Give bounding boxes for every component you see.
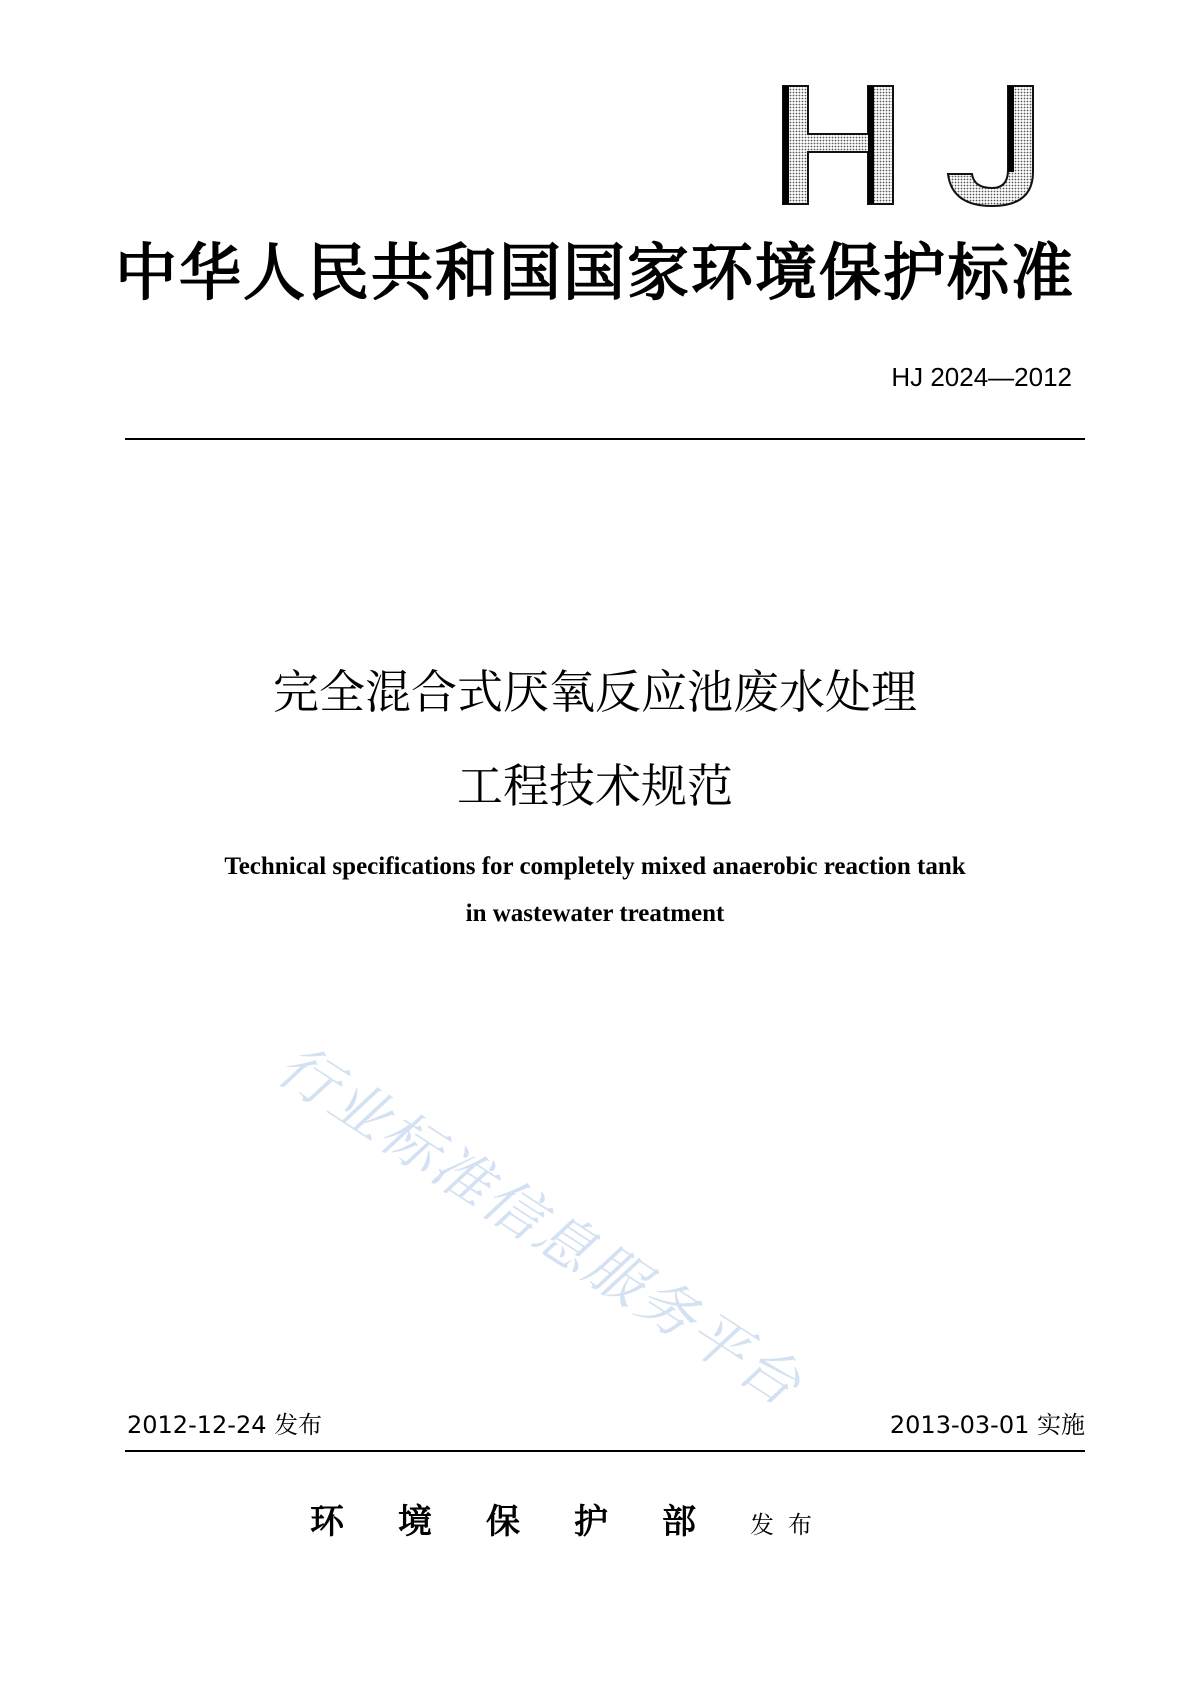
english-title-line-2: in wastewater treatment: [465, 900, 725, 927]
publisher-line: [310, 1502, 826, 1548]
publisher-name: 环境保护部: [310, 1502, 750, 1542]
standard-code: HJ 2024—2012: [891, 362, 1072, 392]
release-date: 2012-12-24 发布: [127, 1411, 323, 1439]
publish-action: 发布: [750, 1511, 826, 1539]
implementation-date: 2013-03-01 实施: [889, 1411, 1085, 1439]
watermark: 行业标准信息服务平台: [265, 1030, 815, 1421]
chinese-title-line-1: 完全混合式厌氧反应池废水处理: [273, 665, 917, 719]
chinese-title-line-2: 工程技术规范: [457, 759, 733, 813]
hj-logo: [780, 82, 1050, 212]
standard-organization-title: 中华人民共和国国家环境保护标准: [114, 236, 1075, 309]
bottom-divider: [125, 1450, 1085, 1452]
top-divider: [125, 438, 1085, 440]
english-title-line-1: Technical specifications for completely mixed anaerobic reaction tank: [224, 853, 966, 880]
